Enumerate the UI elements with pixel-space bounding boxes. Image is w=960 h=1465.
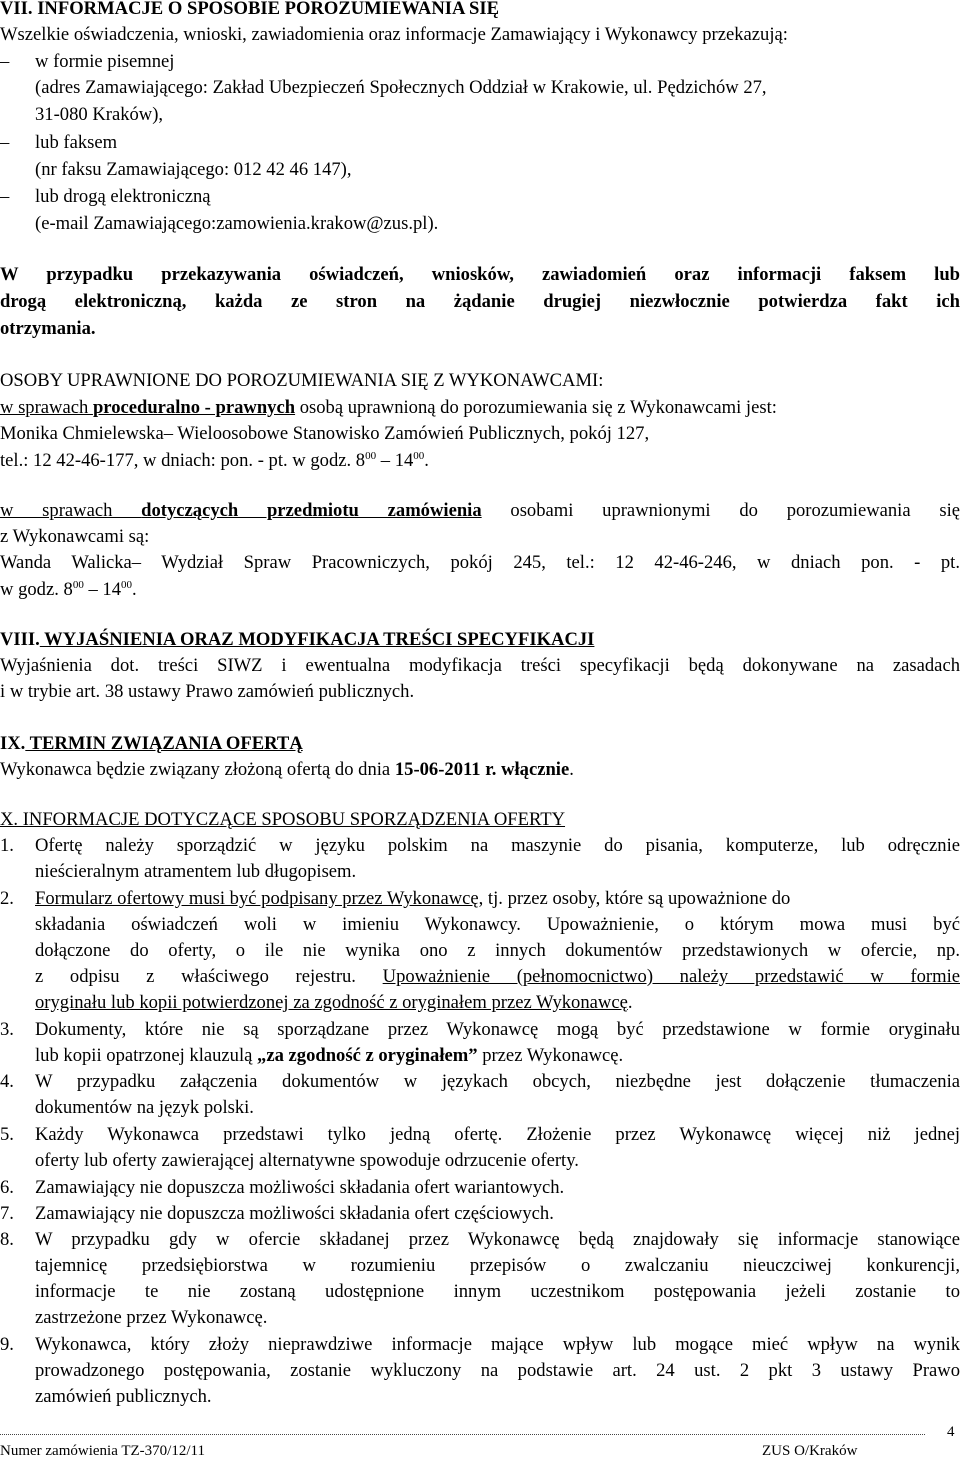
- procedural-hours: [0, 448, 429, 474]
- item-4-line: W przypadku załączenia dokumentów w językach obcych, niezbędne jest dołączenie tłumaczenia: [35, 1071, 960, 1092]
- hours-period: .: [424, 450, 429, 471]
- offer-valid-until: 15-06-2011 r. włącznie: [394, 759, 570, 780]
- section-10-heading: X. INFORMACJE DOTYCZĄCE SPOSOBU SPORZĄDZENIA OFERTY: [0, 809, 566, 830]
- footer-divider: [0, 1434, 925, 1435]
- section-8-number: VIII.: [0, 629, 40, 650]
- procedural-person: Monika Chmielewska– Wieloosobowe Stanowisko Zamówień Publicznych, pokój 127,: [0, 423, 650, 444]
- authorized-persons-heading: OSOBY UPRAWNIONE DO POROZUMIEWANIA SIĘ Z WYKONAWCAMI:: [0, 370, 604, 391]
- footer-order-number: Numer zamówienia TZ-370/12/11: [0, 1443, 205, 1459]
- item-6-line: Zamawiający nie dopuszcza możliwości składania ofert wariantowych.: [35, 1177, 565, 1198]
- item-3-suffix: przez Wykonawcę.: [477, 1045, 624, 1066]
- section-9-period: .: [569, 759, 574, 780]
- item-8-line: informacje te nie zostaną udostępnione innym uczestnikom postępowania jeżeli zostanie to: [35, 1281, 960, 1302]
- item-2-power-of-attorney: Upoważnienie (pełnomocnictwo) należy przedstawić w formie: [382, 966, 960, 987]
- section-9-heading: [0, 731, 303, 757]
- item-number: 2.: [0, 888, 14, 909]
- confirmation-paragraph-line3: otrzymania.: [0, 318, 96, 339]
- contact-address: (adres Zamawiającego: Zakład Ubezpieczeń Społecznych Oddział w Krakowie, ul. Pędzichów 27,: [35, 77, 767, 98]
- list-dash: –: [0, 186, 10, 207]
- item-3-line: [35, 1043, 623, 1069]
- item-number: 6.: [0, 1177, 14, 1198]
- item-4-line: dokumentów na język polski.: [35, 1097, 254, 1118]
- item-3-text: lub kopii opatrzonej klauzulą: [35, 1045, 258, 1066]
- section-7-heading: VII. INFORMACJE O SPOSOBIE POROZUMIEWANIA SIĘ: [0, 0, 500, 19]
- section-8-heading: [0, 627, 594, 653]
- item-2-signed-form: Formularz ofertowy musi być podpisany przez Wykonawcę,: [35, 888, 484, 909]
- hours-end: – 14: [83, 579, 122, 600]
- subject-suffix: osobami uprawnionymi do porozumiewania się: [481, 500, 960, 521]
- hours-period: .: [132, 579, 137, 600]
- item-number: 8.: [0, 1229, 14, 1250]
- footer-office: ZUS O/Kraków: [762, 1443, 858, 1459]
- subject-person: Wanda Walicka– Wydział Spraw Pracowniczych, pokój 245, tel.: 12 42-46-246, w dniach pon. - pt.: [0, 552, 960, 573]
- item-7-line: Zamawiający nie dopuszcza możliwości składania ofert częściowych.: [35, 1203, 554, 1224]
- section-8-line2: i w trybie art. 38 ustawy Prawo zamówień publicznych.: [0, 681, 415, 702]
- item-2-certified-copy: oryginału lub kopii potwierdzonej za zgodność z oryginałem przez Wykonawcę: [35, 992, 628, 1013]
- item-number: 1.: [0, 835, 14, 856]
- item-1-line: Ofertę należy sporządzić w języku polskim na maszynie do pisania, komputerze, lub odręcznie: [35, 835, 960, 856]
- confirmation-paragraph-line2: drogą elektroniczną, każda ze stron na żądanie drugiej niezwłocznie potwierdza fakt ich: [0, 291, 960, 312]
- hours-superscript: 00: [121, 578, 133, 591]
- section-9-prefix: Wykonawca będzie związany złożoną ofertą do dnia: [0, 759, 395, 780]
- hours-superscript: 00: [413, 449, 425, 462]
- item-2-line: [35, 990, 632, 1016]
- procedural-prefix: w sprawach: [0, 397, 93, 418]
- subject-hours-text: w godz. 8: [0, 579, 73, 600]
- item-8-line: tajemnicę przedsiębiorstwa w rozumieniu przepisów o zwalczaniu nieuczciwej konkurencji,: [35, 1255, 960, 1276]
- item-9-line: zamówień publicznych.: [35, 1386, 212, 1407]
- confirmation-paragraph-line1: W przypadku przekazywania oświadczeń, wniosków, zawiadomień oraz informacji faksem lub: [0, 264, 960, 285]
- item-9-line: Wykonawca, który złoży nieprawdziwe informacje mające wpływ lub mogące mieć wpływ na wynik: [35, 1334, 960, 1355]
- item-2-line: [35, 886, 790, 912]
- procedural-suffix: osobą uprawnioną do porozumiewania się z Wykonawcami jest:: [295, 397, 777, 418]
- item-2-text: przez osoby, które są upoważnione do: [507, 888, 791, 909]
- contact-electronic: lub drogą elektroniczną: [35, 186, 211, 207]
- contact-written: w formie pisemnej: [35, 51, 175, 72]
- item-2-line: dołączone do oferty, o ile nie wynika ono z innych dokumentów przedstawionych w ofercie, np.: [35, 940, 960, 961]
- section-9-number: IX.: [0, 733, 26, 754]
- item-number: 3.: [0, 1019, 14, 1040]
- item-number: 7.: [0, 1203, 14, 1224]
- subject-prefix: w sprawach: [0, 500, 142, 521]
- hours-end: – 14: [376, 450, 414, 471]
- item-9-line: prowadzonego postępowania, zostanie wykluczony na podstawie art. 24 ust. 2 pkt 3 ustawy Prawo: [35, 1360, 960, 1381]
- item-1-line: nieścieralnym atramentem lub długopisem.: [35, 861, 357, 882]
- contact-fax-number: (nr faksu Zamawiającego: 012 42 46 147),: [35, 159, 352, 180]
- item-2-text: z odpisu z właściwego rejestru.: [35, 966, 356, 987]
- contact-fax: lub faksem: [35, 132, 118, 153]
- section-9-title: TERMIN ZWIĄZANIA OFERTĄ: [25, 733, 303, 754]
- page-number: 4: [947, 1424, 955, 1440]
- item-8-line: W przypadku gdy w ofercie składanej przez Wykonawcę będą znajdowały się informacje stanowiące: [35, 1229, 960, 1250]
- item-3-line: Dokumenty, które nie są sporządzane przez Wykonawcę mogą być przedstawione w formie oryginału: [35, 1019, 960, 1040]
- item-2-line: [35, 964, 960, 990]
- procedural-tel: tel.: 12 42-46-177, w dniach: pon. - pt. w godz. 8: [0, 450, 366, 471]
- item-2-tj: tj.: [483, 888, 508, 909]
- item-number: 4.: [0, 1071, 14, 1092]
- section-8-line1: Wyjaśnienia dot. treści SIWZ i ewentualna modyfikacja treści specyfikacji będą dokonywane na zasadach: [0, 655, 960, 676]
- contact-email: (e-mail Zamawiającego:zamowienia.krakow@zus.pl).: [35, 213, 439, 234]
- item-3-clause: „za zgodność z oryginałem”: [257, 1045, 478, 1066]
- subject-line2: z Wykonawcami są:: [0, 526, 150, 547]
- hours-superscript: 00: [365, 449, 377, 462]
- item-8-line: zastrzeżone przez Wykonawcę.: [35, 1307, 268, 1328]
- item-2-line: składania oświadczeń woli w imieniu Wykonawcy. Upoważnienie, o którym mowa musi być: [35, 914, 960, 935]
- list-dash: –: [0, 132, 10, 153]
- item-2-period: .: [627, 992, 633, 1013]
- hours-superscript: 00: [72, 578, 84, 591]
- contact-postcode: 31-080 Kraków),: [35, 104, 164, 125]
- item-5-line: Każdy Wykonawca przedstawi tylko jedną ofertę. Złożenie przez Wykonawcę więcej niż jednej: [35, 1124, 960, 1145]
- section-7-intro: Wszelkie oświadczenia, wnioski, zawiadomienia oraz informacje Zamawiający i Wykonawcy przekazują:: [0, 24, 788, 45]
- list-dash: –: [0, 51, 10, 72]
- section-8-title: WYJAŚNIENIA ORAZ MODYFIKACJA TREŚCI SPECYFIKACJI: [39, 629, 595, 650]
- procedural-line: [0, 395, 777, 421]
- item-5-line: oferty lub oferty zawierającej alternatywne spowoduje odrzucenie oferty.: [35, 1150, 579, 1171]
- procedural-bold: proceduralno - prawnych: [92, 397, 296, 418]
- item-number: 5.: [0, 1124, 14, 1145]
- subject-line: [0, 498, 960, 524]
- section-9-text: [0, 757, 574, 783]
- subject-hours: [0, 577, 137, 603]
- item-number: 9.: [0, 1334, 14, 1355]
- subject-bold: dotyczących przedmiotu zamówienia: [141, 500, 482, 521]
